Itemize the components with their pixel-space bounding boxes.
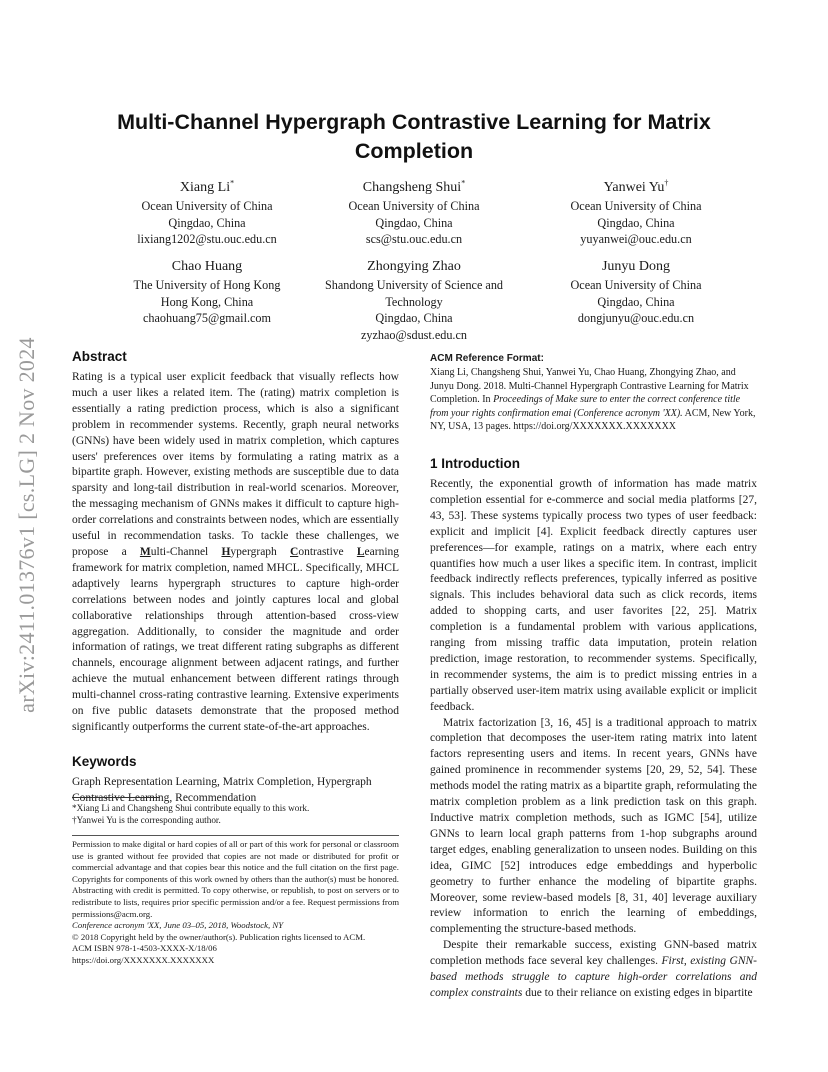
author-email: lixiang1202@stu.ouc.edu.cn [137,232,277,247]
acronym-letter: C [290,545,299,558]
doi-line: https://doi.org/XXXXXXX.XXXXXXX [72,954,215,965]
author-mark: * [230,178,235,188]
footnotes [72,797,399,827]
permission-rule [72,835,399,836]
author-location: Qingdao, China [597,294,675,309]
author-affiliation: Ocean University of China [570,278,702,292]
intro-paragraph: Recently, the exponential growth of information has made matrix completion essential for e-commerce and social media platforms [27, 43, 53]. These systems typically process two types of user feedback: explicit and implicit [4]. Explicit feedback directly captures user preferences—for example, ratings on a matrix, where each entry quantifies how much a user likes a specific item. In contrast, implicit feedback indirectly reflects preferences, typically inferred as positive signals. This includes behavioral data such as click records, items added to shopping carts, and user favorites [22, 25]. Matrix completion is a fundamental problem with various applications, ranging from missing traffic data imputation, protein relation prediction, image restoration, to recommender systems. Specifically, in recommender systems, the aim is to predict missing entries in a partially observed user-item matrix using available explicit or implicit feedback. [430,477,757,713]
abstract-part: ypergraph [230,545,290,558]
conference-line: Conference acronym 'XX, June 03–05, 2018, Woodstock, NY [72,920,284,931]
author-affiliation: Ocean University of China [570,199,702,213]
copyright-line: © 2018 Copyright held by the owner/author(s). Publication rights licensed to ACM. [72,931,366,942]
author-name: Changsheng Shui [362,180,462,195]
author-affiliation: Shandong University of Science and Technology [324,278,504,309]
author-block [521,258,751,327]
arxiv-stamp [6,290,48,760]
author-affiliation: Ocean University of China [141,199,273,213]
abstract-heading: Abstract [72,349,127,364]
permission-block [72,835,399,967]
abstract-part: Rating is a typical user explicit feedback that visually reflects how much a user likes a related item. The (rating) matrix completion is essentially a rating prediction process, which is also a significant problem in recommender systems. Recently, graph neural networks (GNNs) have been widely used in matrix completion, which captures users' preferences over items by formulating a rating matrix as a bipartite graph. However, existing methods are susceptible due to data sparsity and long-tail distribution in real-world scenarios. Moreover, the messaging mechanism of GNNs makes it difficult to capture high-order correlations and constraints between nodes, which are essentially useful in recommendation tasks. To tackle these challenges, we propose a [72,371,399,558]
isbn-line: ACM ISBN 978-1-4503-XXXX-X/18/06 [72,943,217,954]
author-block [92,258,322,327]
left-column [72,349,399,807]
intro-part: due to their reliance on existing edges in bipartite [522,986,753,999]
acm-ref-text [430,366,757,434]
author-name: Zhongying Zhao [367,259,461,274]
footnote-rule [72,797,160,798]
arxiv-id: arXiv:2411.01376v1 [cs.LG] 2 Nov 2024 [14,337,39,713]
acm-ref-part: Xiang Li, Changsheng Shui, Yanwei Yu, Chao Huang, Zhongying Zhao, and Junyu Dong. 2018. Multi-Channel Hypergraph Contrastive Learning for Matrix Completion. In [430,367,749,406]
acm-ref-part: ACM, New York, NY, USA, 13 pages. https://doi.org/XXXXXXX.XXXXXXX [430,407,756,433]
author-email: zyzhao@sdust.edu.cn [361,327,467,342]
author-name: Chao Huang [171,259,243,274]
author-location: Qingdao, China [597,215,675,230]
abstract-part: earning framework for matrix completion, named MHCL. Specifically, MHCL adaptively learns hypergraph structures to capture high-order correlations between nodes and jointly captures local and global collaborative relationships through attention-based cross-view aggregation. Additionally, to consider the magnitude and order information of ratings, we treat different rating subgraphs as different channels, encourage alignment between adjacent ratings, and further achieve the mutual enhancement between different ratings through multi-channel cross-rating contrastive learning. Extensive experiments on five public datasets demonstrate that the proposed method significantly outperforms the current state-of-the-art approaches. [72,545,400,733]
author-name: Junyu Dong [601,259,671,274]
intro-heading: 1 Introduction [430,455,520,471]
permission-text: Permission to make digital or hard copies of all or part of this work for personal or classroom use is granted without fee provided that copies are not made or distributed for profit or commercial advantage and that copies bear this notice and the full citation on the first page. Copyrights for components of this work owned by others than the author(s) must be honored. Abstracting with credit is permitted. To copy otherwise, or republish, to post on servers or to redistribute to lists, requires prior specific permission and/or a fee. Request permissions from permissions@acm.org. [72,839,399,919]
acronym-letter: H [221,545,231,558]
acm-ref-italic: Proceedings of Make sure to enter the correct conference title from your rights confirmation emai (Conference acronym 'XX). [430,394,741,419]
author-affiliation: The University of Hong Kong [133,278,281,292]
author-affiliation: Ocean University of China [348,199,480,213]
intro-italic: First, existing GNN-based methods struggle to capture high-order correlations and complex constraints [430,955,757,999]
acronym-letter: L [356,545,365,558]
intro-paragraph [430,938,757,1002]
paper-title: Multi-Channel Hypergraph Contrastive Learning for Matrix Completion [117,110,711,163]
footnote: *Xiang Li and Changsheng Shui contribute equally to this work. [72,803,310,813]
author-name: Yanwei Yu [603,180,665,195]
abstract-text [72,370,399,736]
author-email: scs@stu.ouc.edu.cn [365,232,463,247]
author-block [92,179,322,248]
intro-paragraph: Matrix factorization [3, 16, 45] is a traditional approach to matrix completion that decomposes the user-item rating matrix into latent factors representing users and items. In recent years, GNNs have gained prominence in recommender systems [20, 29, 52, 54]. These methods model the rating matrix as a bipartite graph, reformulating the matrix completion problem as a link prediction task on this graph. Inductive matrix completion methods, such as IGMC [54], utilize GNNs to learn local graph patterns from 1-hop subgraphs around target edges, enabling generalization to unseen nodes. Building on this idea, GIMC [52] introduces edge embeddings and hyperbolic geometry to further enhance the modeling of bipartite graphs. Moreover, some review-based models [8, 31, 40] leverage auxiliary review information to enrich the learning of embeddings, complementing the structure-based methods. [430,716,757,936]
author-mark: * [461,178,466,188]
author-block [299,179,529,248]
author-name: Xiang Li [179,180,231,195]
author-email: chaohuang75@gmail.com [143,311,271,326]
author-email: dongjunyu@ouc.edu.cn [577,311,695,326]
keywords-heading: Keywords [72,753,137,769]
author-email: yuyanwei@ouc.edu.cn [580,232,692,247]
author-location: Qingdao, China [375,215,453,230]
author-block [521,179,751,248]
acronym-letter: M [139,545,151,558]
abstract-part: ulti-Channel [150,545,222,558]
keywords-text: Graph Representation Learning, Matrix Completion, Hypergraph Contrastive Learning, Recommendation [72,775,372,804]
author-location: Hong Kong, China [160,294,254,309]
author-location: Qingdao, China [168,215,246,230]
footnote: †Yanwei Yu is the corresponding author. [72,815,221,826]
author-location: Qingdao, China [375,311,453,326]
abstract-part: ontrastive [298,545,357,558]
author-block [299,258,529,343]
author-mark: † [664,178,669,188]
right-column [430,353,757,1002]
acm-ref-heading: ACM Reference Format: [430,353,544,364]
intro-part: Despite their remarkable success, existing GNN-based matrix completion methods face several key challenges. [430,939,757,968]
